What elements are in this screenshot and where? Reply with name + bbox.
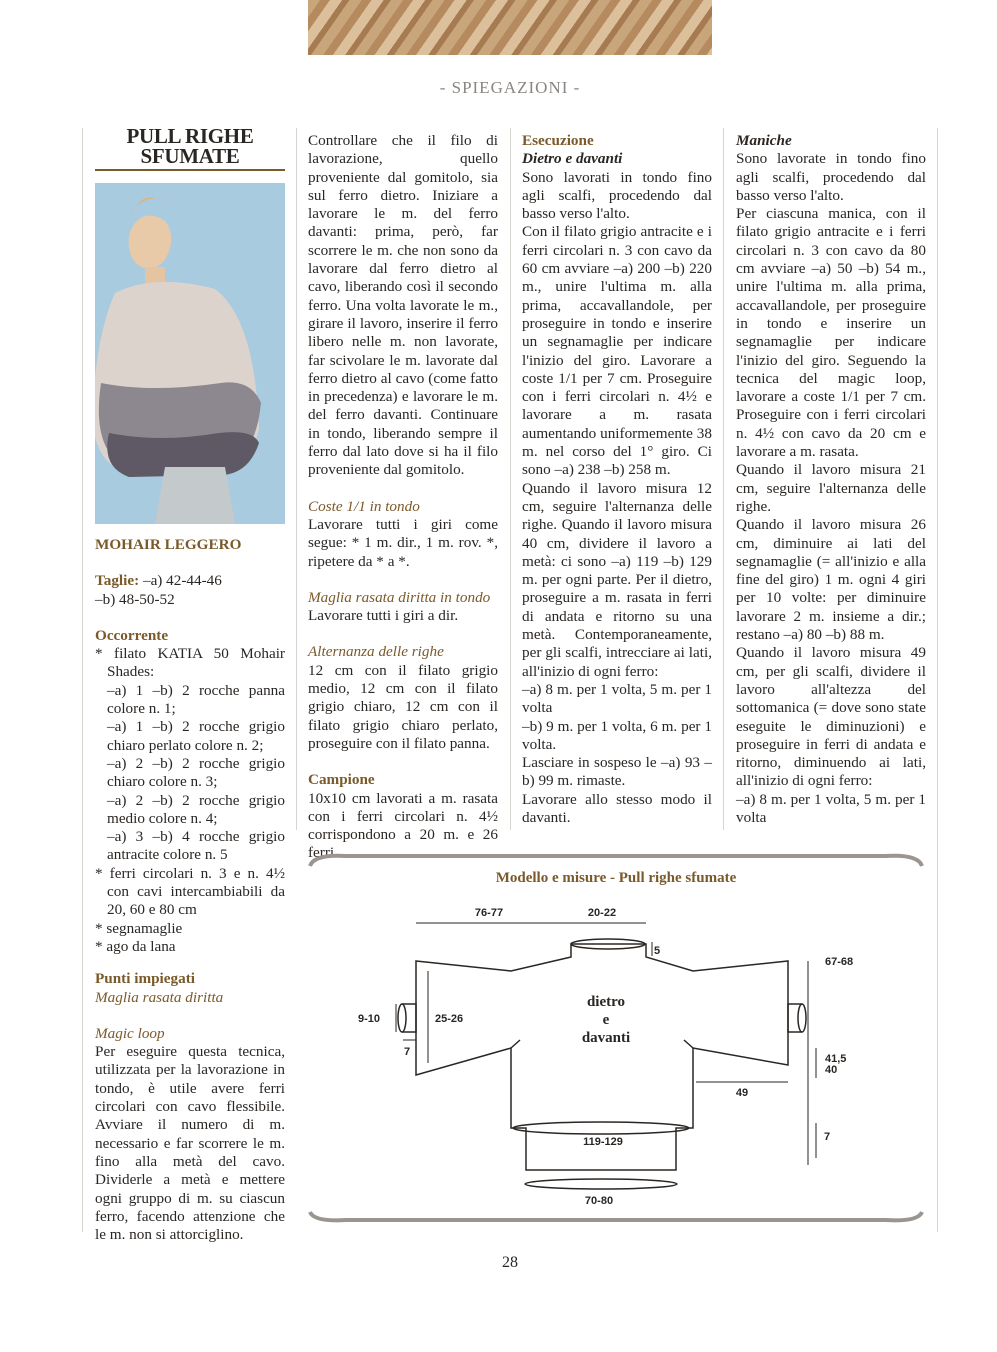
sizes-b: –b) 48-50-52 (95, 590, 175, 608)
measure-label: 7 (824, 1131, 831, 1143)
measure-label: 5 (654, 945, 661, 957)
magic-loop-text: Per eseguire questa tecnica, utilizzata per la lavorazione in tondo, è utile avere ferri circolari con cavo flessibile. Avviare il numero di m. necessario e far scorrere le m. fino alla metà del cavo. Dividerle a metà e mettere ogni gruppo di m. su ciascun ferro, facendo attenzione che le m. non si attorciglino. (95, 1043, 285, 1244)
measure-label: 49 (735, 1087, 749, 1099)
maniche-heading: Maniche (736, 132, 792, 149)
dietro-davanti-heading: Dietro e davanti (522, 150, 623, 168)
yarn-texture-image (308, 0, 712, 55)
measure-label: 7 (404, 1046, 411, 1058)
paragraph: Per ciascuna manica, con il filato grigio antracite e i ferri circolari n. 3 con cavo da 80 cm avviare –a) 50 –b) 54 m., unire l'ultima m. alla prima, accavallandole, per proseguire in tondo e inserire un segnamaglie per indicare l'inizio del giro. Seguendo la tecnica del magic loop, lavorare a coste 1/1 per 7 cm. Proseguire con i ferri circolari n. 4½ con cavo da 20 cm e lavorare a m. rasata. (736, 205, 926, 461)
column-divider (82, 128, 83, 1232)
occorrente-heading: Occorrente (95, 626, 169, 644)
list-item: –a) 1 –b) 2 rocche panna colore n. 1; (107, 681, 285, 718)
measure-label: 41,5 (825, 1053, 847, 1065)
body-label: e (602, 1012, 610, 1028)
list-item: * segnamaglie (95, 919, 183, 937)
list-item: –a) 1 –b) 2 rocche grigio chiaro perlato colore n. 2; (107, 718, 285, 754)
paragraph: Lasciare in sospeso le –a) 93 –b) 99 m. rimaste. (522, 754, 712, 790)
measure-label: 70-80 (584, 1195, 614, 1207)
body-label: dietro (586, 994, 626, 1010)
alternanza-text: 12 cm con il filato grigio medio, 12 cm con il filato grigio chiaro, 12 cm con il filato grigio chiaro perlato, proseguire con il filato panna. (308, 661, 498, 752)
paragraph: –a) 8 m. per 1 volta, 5 m. per 1 volta (522, 680, 712, 717)
page-number: 28 (502, 1254, 518, 1271)
schematic-diagram (306, 848, 926, 1230)
campione-heading: Campione (308, 771, 375, 789)
measure-label: 67-68 (825, 956, 854, 968)
column-divider (510, 128, 511, 830)
list-item: * filato KATIA 50 Mohair Shades: (95, 645, 285, 681)
rasata-heading: Maglia rasata diritta in tondo (308, 588, 491, 606)
measure-label: 119-129 (583, 1136, 623, 1148)
paragraph: –a) 8 m. per 1 volta, 5 m. per 1 volta (736, 790, 926, 826)
paragraph: Lavorare allo stesso modo il davanti. (522, 790, 712, 826)
paragraph: Quando il lavoro misura 26 cm, diminuire ai lati del segnamaglie (= all'inizio e alla fine del giro) 1 m. ogni 4 giri per 10 volte: per diminuire lavorare 2 m. insieme a dir.; restano –a) 80 –b) 88 m. (736, 516, 926, 644)
list-item: * ferri circolari n. 3 e n. 4½ con cavi intercambiabili da 20, 60 e 80 cm (95, 864, 285, 919)
coste-text: Lavorare tutti i giri come segue: * 1 m. dir., 1 m. rov. *, ripetere da * a *. (308, 515, 498, 570)
column-divider (723, 128, 724, 830)
paragraph: –b) 9 m. per 1 volta, 6 m. per 1 volta. (522, 717, 712, 753)
magic-loop-continued: Controllare che il filo di lavorazione, quello proveniente dal gomitolo, sia sul ferro dietro. Iniziare a lavorare le m. del ferro davanti: prima, però, far scorrere le m. che non sono da lavorare dal ferro dietro al cavo, liberando così il secondo ferro. Una volta lavorate le m., girare il lavoro, inserire il ferro libero nelle m. non lavorate, far scivolare le m. lavorate dal ferro dietro al cavo (come fatto in precedenza) e lavorare le m. del ferro davanti. Continuare in tondo, liberando sempre il ferro dal lato dove si ha il filo proveniente dal gomitolo. (308, 132, 498, 479)
pattern-title: PULL RIGHE SFUMATE (126, 124, 254, 168)
column-2 (308, 132, 498, 863)
frame-bottom (310, 1212, 922, 1220)
paragraph: Con il filato grigio antracite e i ferri circolari n. 3 con cavo da 60 cm avviare –a) 200 –b) 220 m., unire l'ultima m. alla prima, accavallandole, per proseguire in tondo e inserire un segnamaglie per indicare l'inizio del giro. Lavorare a coste 1/1 per 7 cm. Proseguire con i ferri circolari n. 4½ e lavorare a m. rasata aumentando uniformemente 38 m. nel corso del 1° giro. Ci sono –a) 238 –b) 258 m. (522, 223, 712, 479)
measure-label: 76-77 (474, 907, 504, 919)
rasata-text: Lavorare tutti i giri a dir. (308, 607, 459, 625)
paragraph: Sono lavorati in tondo fino agli scalfi, procedendo dal basso verso l'alto. (522, 168, 712, 223)
magic-loop-heading: Magic loop (95, 1024, 165, 1042)
campione-text: 10x10 cm lavorati a m. rasata con i ferri circolari n. 4½ corrispondono a 20 m. e 26 ferri. (308, 789, 498, 862)
list-item: –a) 2 –b) 2 rocche grigio chiaro colore n. 3; (107, 754, 285, 791)
column-divider (937, 128, 938, 1232)
paragraph: Quando il lavoro misura 21 cm, seguire l'alternanza delle righe. (736, 461, 926, 515)
paragraph: Quando il lavoro misura 12 cm, seguire l'alternanza delle righe. Quando il lavoro misura 40 cm, dividere il lavoro a metà: ci sono –a) 119 –b) 129 m. per ogni parte. Per il dietro, proseguire a m. rasata in ferri di andata e ritorno su una metà. Contemporaneamente, per gli scalfi, intrecciare ai lati, all'inizio di ogni ferro: (522, 479, 712, 680)
diagram-title: Modello e misure - Pull righe sfumate (495, 870, 737, 886)
punti-sub: Maglia rasata diritta (95, 988, 224, 1006)
sizes: Taglie: –a) 42-44-46 (95, 572, 222, 590)
measure-label: 20-22 (587, 907, 617, 919)
model-photo (95, 183, 285, 524)
measure-label: 9-10 (358, 1013, 381, 1025)
punti-heading: Punti impiegati (95, 970, 195, 988)
column-1 (95, 536, 285, 1244)
list-item: –a) 2 –b) 2 rocche grigio medio colore n. 4; (107, 791, 285, 827)
frame-top (310, 856, 922, 866)
body-label: davanti (581, 1030, 631, 1046)
coste-heading: Coste 1/1 in tondo (308, 497, 420, 515)
alternanza-heading: Alternanza delle righe (308, 643, 444, 661)
paragraph: Sono lavorate in tondo fino agli scalfi, procedendo dal basso verso l'alto. (736, 150, 926, 204)
measure-label: 25-26 (435, 1013, 464, 1025)
section-header: - SPIEGAZIONI - (439, 78, 581, 97)
paragraph: Quando il lavoro misura 49 cm, per gli scalfi, dividere il lavoro all'altezza del sottomanica (= dove sono state eseguite le diminuzioni) e proseguire in ferri di andata e ritorno, diminuendo ai lati, all'inizio di ogni ferro: (736, 644, 926, 790)
title-rule (95, 169, 285, 171)
list-item: * ago da lana (95, 937, 176, 955)
column-4 (736, 132, 926, 827)
garment-outline (398, 939, 806, 1189)
column-3 (522, 132, 712, 827)
measure-label: 40 (825, 1064, 838, 1076)
esecuzione-heading: Esecuzione (522, 132, 594, 149)
column-divider (296, 128, 297, 830)
list-item: –a) 3 –b) 4 rocche grigio antracite colore n. 5 (107, 828, 285, 864)
yarn-heading: MOHAIR LEGGERO (95, 536, 242, 553)
